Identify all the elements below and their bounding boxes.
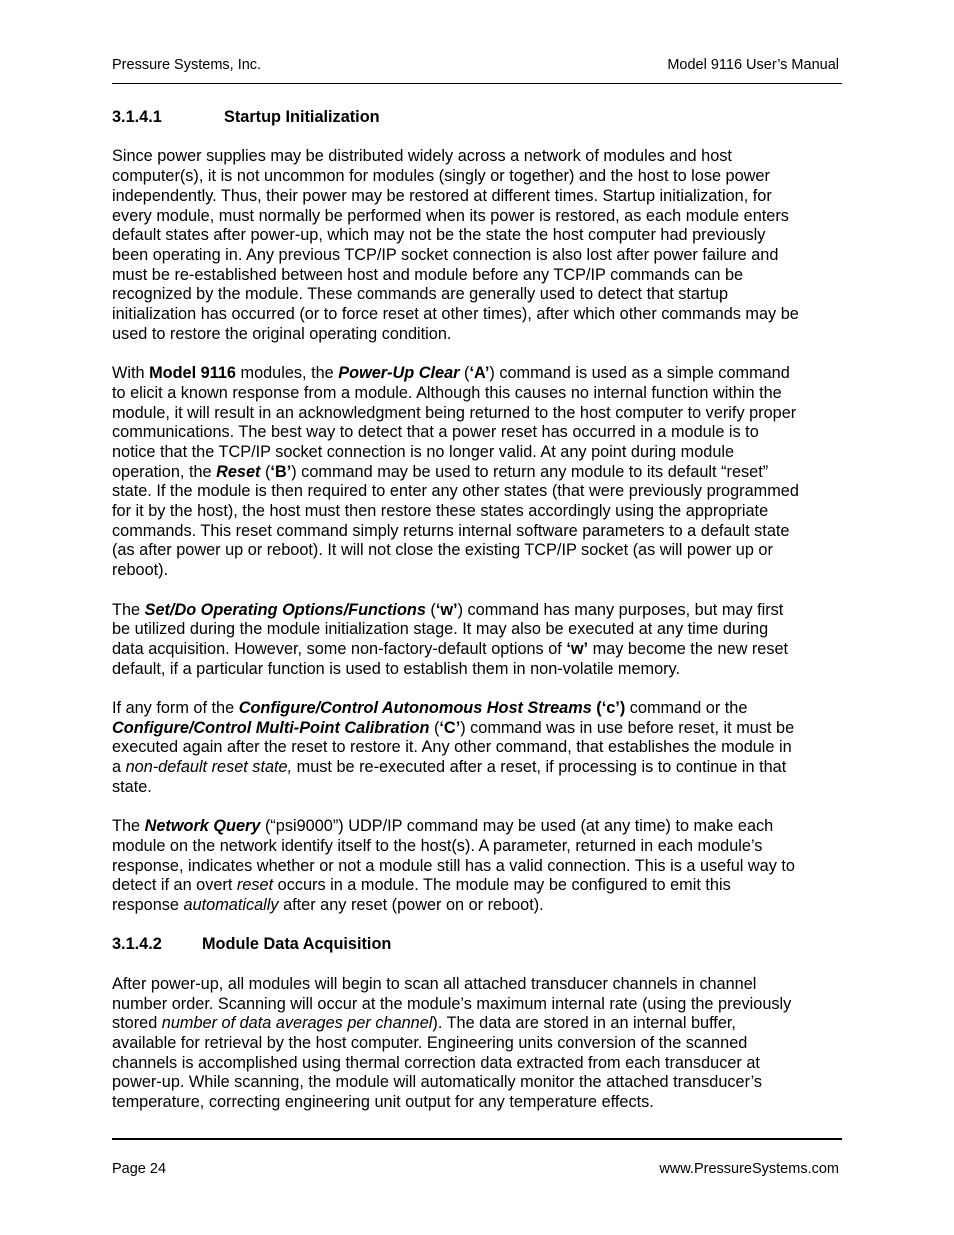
text-line	[112, 758, 844, 778]
text-line: state. If the module is then required to enter any other states (that were previously programmed	[112, 482, 799, 501]
text-line	[112, 817, 844, 837]
text-run: data acquisition. However, some non-factory-default options of	[112, 639, 567, 658]
text-line: recognized by the module. These commands are generally used to detect that startup	[112, 285, 729, 304]
page-body	[112, 108, 844, 1132]
text-line: initialization has occurred (or to force reset at other times), after which other commands may be	[112, 305, 799, 324]
text-run: modules, the	[235, 364, 339, 383]
text-line: temperature, correcting engineering unit output for any temperature effects.	[112, 1093, 654, 1112]
footer-divider	[112, 1138, 842, 1140]
text-line: independently. Thus, their power may be restored at different times. Startup initialization, for	[112, 186, 772, 205]
text-line: reboot).	[112, 561, 169, 580]
text-line: state.	[112, 777, 152, 796]
emphasis-text: non-default reset state,	[125, 758, 293, 777]
text-run: detect if an overt	[112, 876, 237, 895]
text-line: notice that the TCP/IP socket connection is no longer valid. At any point during module	[112, 442, 735, 461]
text-line: channels is accomplished using thermal correction data extracted from each transducer at	[112, 1053, 760, 1072]
page-footer	[112, 1160, 842, 1180]
text-run: ) command was in use before reset, it must be	[460, 718, 795, 737]
text-line: default states after power-up, which may not be the state the host computer had previously	[112, 226, 766, 245]
text-run: ) command has many purposes, but may first	[457, 600, 784, 619]
text-line: be utilized during the module initialization stage. It may also be executed at any time during	[112, 620, 769, 639]
text-line	[112, 1014, 844, 1034]
footer-website: www.PressureSystems.com	[659, 1161, 839, 1177]
text-run: With	[112, 364, 150, 383]
paragraph-power-up-clear	[112, 364, 844, 581]
text-run: must be re-executed after a reset, if processing is to continue in that	[292, 758, 787, 777]
text-line	[112, 896, 844, 916]
text-line: to elicit a known response from a module. Although this causes no internal function within the	[112, 383, 782, 402]
text-run: operation, the	[112, 462, 217, 481]
emphasis-text: number of data averages per channel	[161, 1014, 433, 1033]
header-divider	[112, 83, 842, 84]
text-line	[112, 640, 844, 660]
text-run: (“psi9000”) UDP/IP command may be used (at any time) to make each	[260, 817, 774, 836]
paragraph-network-query	[112, 817, 844, 916]
command-code: ‘B’	[270, 462, 292, 481]
command-code: ‘w’	[566, 639, 589, 658]
command-code: (‘c’)	[591, 699, 626, 718]
command-name: Reset	[216, 462, 261, 481]
text-run: (	[425, 600, 436, 619]
paragraph-data-acquisition	[112, 975, 844, 1113]
header-manual-title: Model 9116 User’s Manual	[667, 57, 839, 73]
emphasis-text: reset	[236, 876, 274, 895]
text-line: response, indicates whether or not a module still has a valid connection. This is a useful way to	[112, 856, 795, 875]
text-line: executed again after the reset to restore it. Any other command, that establishes the module in	[112, 738, 792, 757]
text-line	[112, 876, 844, 896]
section-number: 3.1.4.2	[112, 935, 162, 954]
text-line: module, it will result in an acknowledgment being returned to the host computer to verify proper	[112, 403, 797, 422]
text-run: (	[459, 364, 470, 383]
text-run: ) command is used as a simple command	[489, 364, 790, 383]
text-run: response	[112, 896, 184, 915]
section-heading-data-acquisition	[112, 935, 844, 955]
command-code: ‘A’	[469, 364, 490, 383]
text-line: module on the network identify itself to the host(s). A parameter, returned in each module’s	[112, 836, 763, 855]
paragraph-autonomous-streams	[112, 699, 844, 798]
page-number: Page 24	[112, 1161, 167, 1177]
text-line: available for retrieval by the host computer. Engineering units conversion of the scanned	[112, 1033, 748, 1052]
page-header	[112, 56, 842, 76]
text-run: ). The data are stored in an internal buffer,	[432, 1014, 736, 1033]
text-run: The	[112, 600, 145, 619]
text-line: default, if a particular function is used to establish them in non-volatile memory.	[112, 659, 681, 678]
text-run: The	[112, 817, 145, 836]
text-run: after any reset (power on or reboot).	[278, 896, 544, 915]
section-title: Startup Initialization	[224, 108, 380, 126]
command-name: Power-Up Clear	[338, 364, 460, 383]
section-title: Module Data Acquisition	[202, 935, 392, 954]
text-line: for it by the host), the host must then restore these states accordingly using the appropriate	[112, 502, 769, 521]
command-name: Configure/Control Multi-Point Calibration	[112, 718, 430, 737]
text-run: (	[429, 718, 440, 737]
paragraph-set-do-options	[112, 601, 844, 680]
text-line	[112, 719, 844, 739]
text-line	[112, 463, 844, 483]
text-run: stored	[112, 1014, 162, 1033]
text-run: If any form of the	[112, 699, 239, 718]
text-line: Since power supplies may be distributed widely across a network of modules and host	[112, 147, 732, 166]
text-line: been operating in. Any previous TCP/IP socket connection is also lost after power failure and	[112, 245, 779, 264]
paragraph-power-supplies	[112, 147, 844, 344]
text-run: may become the new reset	[588, 639, 789, 658]
emphasis-text: automatically	[183, 896, 279, 915]
section-heading-startup	[112, 108, 844, 128]
header-company: Pressure Systems, Inc.	[112, 57, 262, 73]
text-line	[112, 601, 844, 621]
text-run: (	[260, 462, 271, 481]
text-run: occurs in a module. The module may be configured to emit this	[273, 876, 731, 895]
command-name: Set/Do Operating Options/Functions	[144, 600, 426, 619]
command-name: Network Query	[144, 817, 261, 836]
text-line	[112, 699, 844, 719]
command-code: ‘C’	[439, 718, 461, 737]
text-line: After power-up, all modules will begin to scan all attached transducer channels in channel	[112, 974, 757, 993]
text-line: commands. This reset command simply returns internal software parameters to a default state	[112, 521, 790, 540]
text-line: used to restore the original operating condition.	[112, 324, 452, 343]
text-line	[112, 364, 844, 384]
text-line: power-up. While scanning, the module will automatically monitor the attached transducer’s	[112, 1073, 763, 1092]
text-line: communications. The best way to detect that a power reset has occurred in a module is to	[112, 423, 759, 442]
text-line: must be re-established between host and module before any TCP/IP commands can be	[112, 265, 744, 284]
text-line: (as after power up or reboot). It will not close the existing TCP/IP socket (as will power up or	[112, 541, 773, 560]
text-line: number order. Scanning will occur at the module’s maximum internal rate (using the previously	[112, 994, 792, 1013]
text-line: computer(s), it is not uncommon for modules (singly or together) and the host to lose power	[112, 167, 770, 186]
text-run: a	[112, 758, 126, 777]
command-name: Configure/Control Autonomous Host Streams	[238, 699, 592, 718]
command-code: ‘w’	[435, 600, 458, 619]
text-run: command or the	[625, 699, 748, 718]
text-line: every module, must normally be performed when its power is restored, as each module enters	[112, 206, 789, 225]
text-run: ) command may be used to return any module to its default “reset”	[291, 462, 769, 481]
section-number: 3.1.4.1	[112, 108, 162, 126]
model-name: Model 9116	[149, 364, 236, 383]
